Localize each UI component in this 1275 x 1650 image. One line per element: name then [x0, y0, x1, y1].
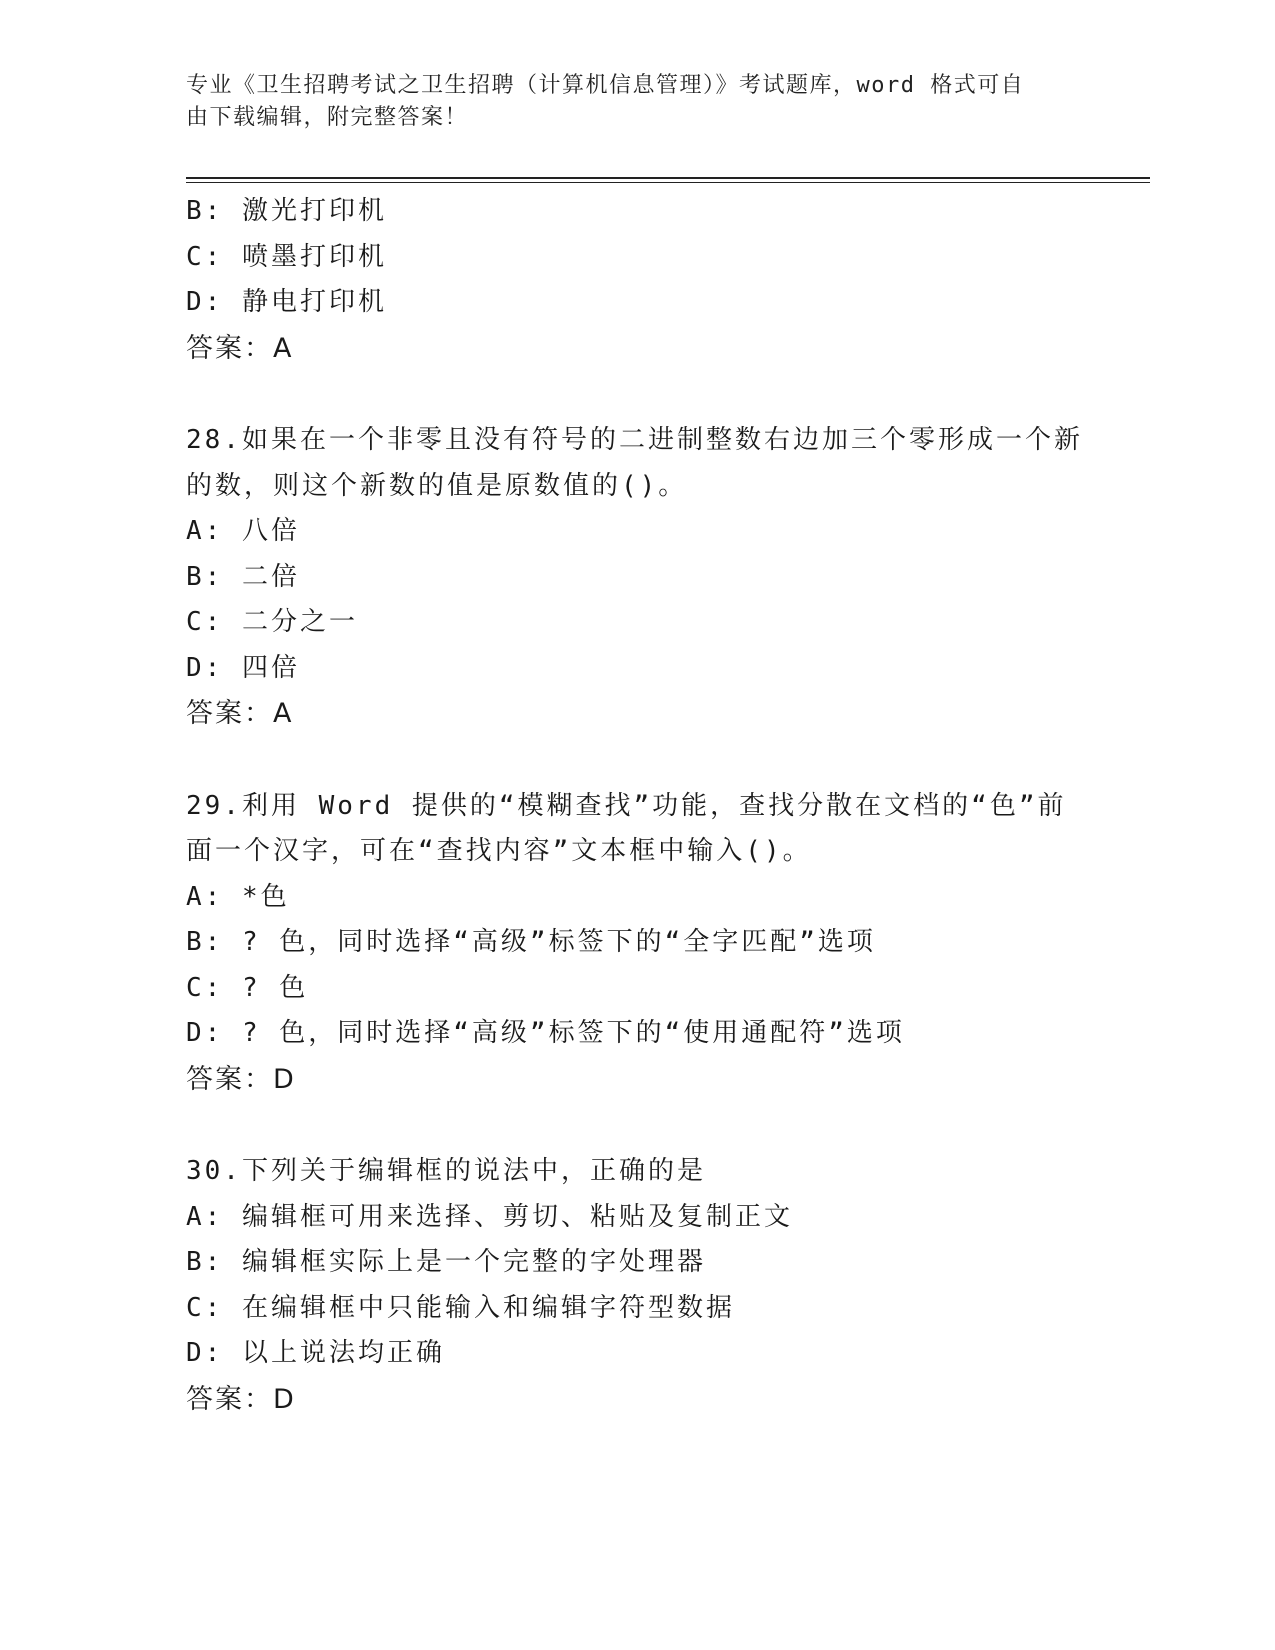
- question-27-continued: [186, 189, 1086, 371]
- page-header: [186, 70, 1066, 134]
- spacer: [186, 371, 1086, 418]
- header-divider-thin: [186, 182, 1150, 183]
- answer: 答案：A: [186, 332, 294, 364]
- question-28: [186, 418, 1086, 737]
- option-d: D: 静电打印机: [186, 287, 387, 317]
- option-d: D: 以上说法均正确: [186, 1338, 445, 1368]
- spacer: [186, 1102, 1086, 1149]
- header-divider-thick: [186, 177, 1150, 179]
- answer: 答案：D: [186, 1383, 296, 1415]
- option-b: B: 二倍: [186, 561, 300, 592]
- answer: 答案：A: [186, 698, 294, 729]
- question-29: [186, 784, 1086, 1103]
- option-c: C: 二分之一: [186, 607, 358, 637]
- option-c: C: ? 色: [186, 972, 309, 1003]
- question-text-line: 的数，则这个新数的值是原数值的()。: [186, 470, 688, 501]
- question-30: [186, 1149, 1086, 1422]
- header-line-2: 由下载编辑，附完整答案！: [186, 105, 469, 130]
- header-line-1: 专业《卫生招聘考试之卫生招聘（计算机信息管理）》考试题库，word 格式可自: [186, 73, 1025, 98]
- spacer: [186, 737, 1086, 784]
- option-d: D: ? 色，同时选择“高级”标签下的“使用通配符”选项: [186, 1018, 905, 1048]
- option-a: A: 八倍: [186, 516, 300, 546]
- question-text-line: 28.如果在一个非零且没有符号的二进制整数右边加三个零形成一个新: [186, 425, 1083, 455]
- option-c: C: 在编辑框中只能输入和编辑字符型数据: [186, 1292, 735, 1323]
- question-text-line: 30.下列关于编辑框的说法中，正确的是: [186, 1156, 706, 1186]
- option-d: D: 四倍: [186, 652, 300, 683]
- answer: 答案：D: [186, 1063, 296, 1095]
- question-text-line: 面一个汉字，可在“查找内容”文本框中输入()。: [186, 836, 812, 866]
- document-body: [186, 189, 1086, 1422]
- option-b: B: 激光打印机: [186, 196, 387, 226]
- option-a: A: 编辑框可用来选择、剪切、粘贴及复制正文: [186, 1201, 793, 1232]
- question-text-line: 29.利用 Word 提供的“模糊查找”功能，查找分散在文档的“色”前: [186, 790, 1067, 821]
- option-b: B: 编辑框实际上是一个完整的字处理器: [186, 1247, 706, 1277]
- option-a: A: *色: [186, 881, 290, 912]
- option-b: B: ? 色，同时选择“高级”标签下的“全字匹配”选项: [186, 927, 876, 957]
- option-c: C: 喷墨打印机: [186, 241, 387, 272]
